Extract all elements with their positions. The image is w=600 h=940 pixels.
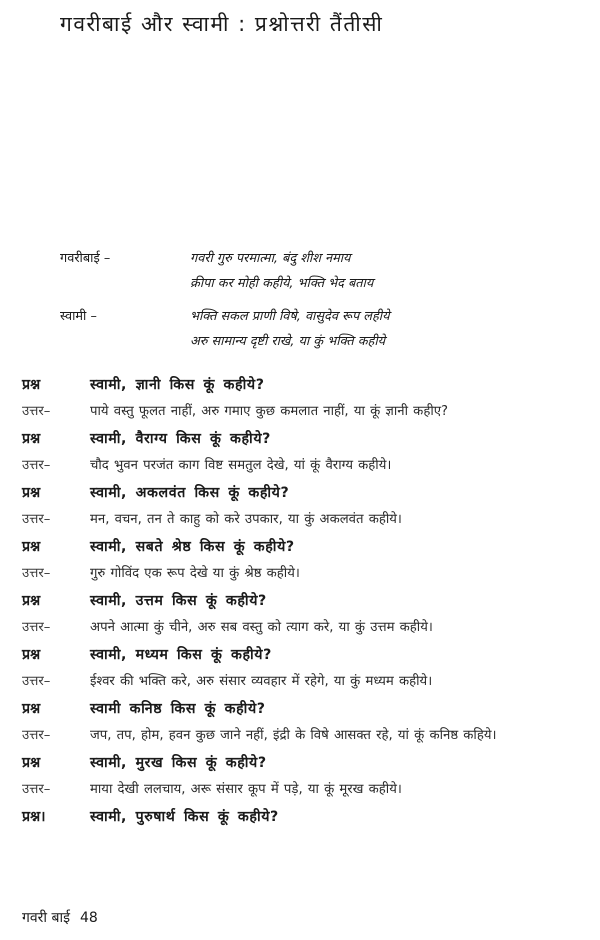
page-title: गवरीबाई और स्वामी : प्रश्नोत्तरी तैंतीसी xyxy=(60,12,384,36)
question-text: स्वामी, पुरुषार्थ किस कूं कहीये? xyxy=(90,809,279,825)
answer-label: उत्तर– xyxy=(22,458,51,473)
question-text: स्वामी, मुरख किस कूं कहीये? xyxy=(90,755,267,771)
verse-block-swami xyxy=(60,304,580,354)
question-row xyxy=(22,588,592,614)
answer-text: माया देखी ललचाय, अरू संसार कूप में पड़े, या कूं मूरख कहीये। xyxy=(90,782,402,797)
question-row xyxy=(22,372,592,398)
footer-book-name: गवरी बाई xyxy=(22,910,70,926)
question-text: स्वामी, सबते श्रेष्ठ किस कूं कहीये? xyxy=(90,539,295,555)
answer-row xyxy=(22,560,592,588)
question-label: प्रश्न। xyxy=(22,809,46,825)
answer-label: उत्तर– xyxy=(22,620,51,635)
question-text: स्वामी, ज्ञानी किस कूं कहीये? xyxy=(90,377,265,393)
question-label: प्रश्न xyxy=(22,755,41,771)
question-text: स्वामी, मध्यम किस कूं कहीये? xyxy=(90,647,272,663)
verse-line: भक्ति सकल प्राणी विषे, वासुदेव रूप लहीये xyxy=(190,309,390,324)
answer-row xyxy=(22,668,592,696)
answer-row xyxy=(22,722,592,750)
answer-row xyxy=(22,506,592,534)
answer-text: पाये वस्तु फूलत नाहीं, अरु गमाए कुछ कमलात नाहीं, या कूं ज्ञानी कहीए? xyxy=(90,404,449,419)
question-text: स्वामी, उत्तम किस कूं कहीये? xyxy=(90,593,267,609)
verse-block-gavribai xyxy=(60,246,580,296)
verse-line: क्रीपा कर मोही कहीये, भक्ति भेद बताय xyxy=(190,276,374,291)
question-label: प्रश्न xyxy=(22,539,41,555)
question-row xyxy=(22,642,592,668)
answer-text: गुरु गोविंद एक रूप देखे या कुं श्रेष्ठ कहीये। xyxy=(90,566,300,581)
question-row xyxy=(22,480,592,506)
question-text: स्वामी, वैराग्य किस कूं कहीये? xyxy=(90,431,271,447)
question-row xyxy=(22,804,592,830)
page-number: 48 xyxy=(79,910,98,926)
question-label: प्रश्न xyxy=(22,593,41,609)
answer-text: चौद भुवन परजंत काग विष्ट समतुल देखे, यां कूं वैराग्य कहीये। xyxy=(90,458,392,473)
answer-text: ईश्वर की भक्ति करे, अरु संसार व्यवहार में रहेगे, या कुं मध्यम कहीये। xyxy=(90,674,433,689)
page-footer xyxy=(22,908,98,927)
answer-text: जप, तप, होम, हवन कुछ जाने नहीं, इंद्री के विषे आसक्त रहे, यां कूं कनिष्ठ कहिये। xyxy=(90,728,497,743)
question-label: प्रश्न xyxy=(22,431,41,447)
answer-row xyxy=(22,614,592,642)
answer-label: उत्तर– xyxy=(22,728,51,743)
speaker-label: स्वामी – xyxy=(60,309,97,324)
question-label: प्रश्न xyxy=(22,647,41,663)
question-label: प्रश्न xyxy=(22,377,41,393)
answer-row xyxy=(22,452,592,480)
question-label: प्रश्न xyxy=(22,701,41,717)
opening-verse xyxy=(60,246,580,362)
verse-line: गवरी गुरु परमात्मा, बंदु शीश नमाय xyxy=(190,251,351,266)
answer-label: उत्तर– xyxy=(22,566,51,581)
question-row xyxy=(22,534,592,560)
question-answer-list xyxy=(22,372,592,830)
question-row xyxy=(22,426,592,452)
answer-text: अपने आत्मा कुं चीने, अरु सब वस्तु को त्याग करे, या कुं उत्तम कहीये। xyxy=(90,620,433,635)
speaker-label: गवरीबाई – xyxy=(60,251,111,266)
question-text: स्वामी, अकलवंत किस कूं कहीये? xyxy=(90,485,290,501)
answer-label: उत्तर– xyxy=(22,512,51,527)
answer-label: उत्तर– xyxy=(22,782,51,797)
verse-line: अरु सामान्य दृष्टी राखे, या कुं भक्ति कहीये xyxy=(190,334,386,349)
question-label: प्रश्न xyxy=(22,485,41,501)
question-row xyxy=(22,696,592,722)
answer-row xyxy=(22,776,592,804)
question-row xyxy=(22,750,592,776)
answer-row xyxy=(22,398,592,426)
answer-label: उत्तर– xyxy=(22,404,51,419)
answer-text: मन, वचन, तन ते काहु को करे उपकार, या कुं अकलवंत कहीये। xyxy=(90,512,402,527)
answer-label: उत्तर– xyxy=(22,674,51,689)
question-text: स्वामी कनिष्ठ किस कूं कहीये? xyxy=(90,701,266,717)
